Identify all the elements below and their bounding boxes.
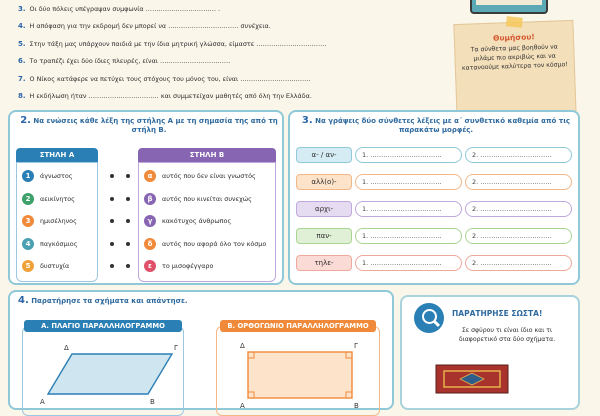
parallelogram-shape (48, 354, 172, 394)
column-a-header: ΣΤΗΛΗ Α (16, 148, 98, 162)
match-dot[interactable] (110, 174, 114, 178)
exercise-line (18, 53, 438, 71)
oblique-parallelogram-title: Α. ΠΛΑΓΙΟ ΠΑΡΑΛΛΗΛΟΓΡΑΜΜΟ (24, 320, 182, 332)
carpet-illustration (432, 357, 512, 397)
book-illustration (470, 0, 548, 14)
vertex-label: Β (150, 398, 155, 406)
item-word: δυστυχία (40, 262, 70, 270)
item-word: άγνωστος (40, 172, 73, 180)
item-badge: 2 (22, 193, 34, 205)
item-word: αεικίνητος (40, 194, 75, 203)
item-meaning: αυτός που αφορά όλο τον κόσμο (162, 239, 267, 248)
item-badge: 5 (22, 260, 34, 272)
prefix-label: αρχι- (296, 201, 352, 217)
vertex-label: Γ (174, 344, 178, 352)
line-number: 4. (18, 22, 26, 31)
exercise-number: 2. (20, 115, 31, 126)
line-text: Στην τάξη μας υπάρχουν παιδιά με την ίδια μητρική γλώσσα, είμαστε …………………………… (29, 39, 327, 48)
answer-field-1[interactable]: 1. …………………………… (355, 201, 462, 217)
exercise-4-panel (8, 290, 394, 410)
answer-field-2[interactable]: 2. …………………………… (465, 147, 572, 163)
prefix-label: αλλ(ο)- (296, 174, 352, 190)
exercise-line (18, 35, 438, 53)
item-badge: 3 (22, 215, 34, 227)
rectangle-shape (248, 352, 352, 398)
answer-field-2[interactable]: 2. …………………………… (465, 174, 572, 190)
line-text: Το τραπέζι έχει δύο ίδιες πλευρές, είναι …………………………… (29, 57, 231, 66)
rectangle-parallelogram-title: Β. ΟΡΘΟΓΩΝΙΟ ΠΑΡΑΛΛΗΛΟΓΡΑΜΜΟ (220, 320, 376, 332)
vertex-label: Γ (354, 342, 358, 350)
exercise-title-text: Να γράψεις δύο σύνθετες λέξεις με α΄ συνθετικό καθεμία από τις παρακάτω μορφές. (315, 117, 571, 134)
column-a-item (22, 191, 102, 207)
column-b-header: ΣΤΗΛΗ Β (138, 148, 276, 162)
prefix-label: τηλε- (296, 255, 352, 271)
observe-title: ΠΑΡΑΤΗΡΗΣΕ ΣΩΣΤΑ! (452, 309, 570, 323)
line-number: 7. (18, 74, 26, 83)
column-b-item (144, 213, 278, 229)
item-meaning: αυτός που κινείται συνεχώς (162, 194, 252, 203)
column-a-item (22, 258, 102, 274)
exercise-number: 4. (18, 295, 29, 306)
exercise-line (18, 70, 438, 88)
item-badge: 4 (22, 238, 34, 250)
item-badge: α (144, 170, 156, 182)
answer-field-2[interactable]: 2. …………………………… (465, 201, 572, 217)
column-b-item (144, 236, 278, 252)
item-word: ημισέληνος (40, 217, 77, 225)
item-meaning: κακότυχος άνθρωπος (162, 217, 232, 225)
prefix-row (296, 200, 572, 218)
answer-field-1[interactable]: 1. …………………………… (355, 228, 462, 244)
column-b-item (144, 168, 278, 184)
prefix-row (296, 227, 572, 245)
item-badge: γ (144, 215, 156, 227)
vertex-label: Α (40, 398, 45, 406)
line-text: Η εκδήλωση ήταν …………………………… και συμμετείχαν μαθητές από όλη την Ελλάδα. (29, 92, 312, 101)
prefix-label: α- / αν- (296, 147, 352, 163)
note-title: Θυμήσου! (492, 32, 535, 43)
match-dot[interactable] (126, 264, 130, 268)
line-number: 5. (18, 39, 26, 48)
exercise-3-panel (288, 110, 580, 285)
exercise-4-title (18, 296, 188, 306)
line-number: 6. (18, 57, 26, 66)
match-dot[interactable] (110, 264, 114, 268)
answer-field-1[interactable]: 1. …………………………… (355, 147, 462, 163)
match-dot[interactable] (126, 174, 130, 178)
answer-field-1[interactable]: 1. …………………………… (355, 255, 462, 271)
item-meaning: αυτός που δεν είναι γνωστός (162, 172, 256, 180)
exercise-line (18, 0, 438, 18)
prefix-label: παν- (296, 228, 352, 244)
column-a-item (22, 236, 102, 252)
line-text: Η απόφαση για την εκδρομή δεν μπορεί να …………………………… συνέχεια. (29, 22, 271, 31)
column-a-item (22, 168, 102, 184)
item-badge: δ (144, 238, 156, 250)
match-dot[interactable] (126, 242, 130, 246)
rectangle-figure (216, 326, 386, 416)
exercise-2-title (18, 116, 280, 135)
line-number: 8. (18, 92, 26, 101)
match-dot[interactable] (110, 242, 114, 246)
match-dot[interactable] (110, 197, 114, 201)
column-b-item (144, 191, 278, 207)
match-dot[interactable] (126, 197, 130, 201)
prefix-row (296, 254, 572, 272)
magnifier-icon (414, 303, 444, 333)
line-text: Ο Νίκος κατάφερε να πετύχει τους στόχους του μόνος του, είναι …………………………… (29, 74, 311, 83)
exercise-number: 3. (301, 115, 313, 126)
item-badge: β (144, 193, 156, 205)
item-word: παγκόσμιος (40, 239, 78, 248)
observe-text: Σε σφύρου τι είναι ίδιο και τι διαφορετικό στα δύο σχήματα. (458, 327, 556, 343)
line-text: Οι δύο πόλεις υπέγραψαν συμφωνία …………………………… . (29, 4, 221, 13)
exercise-line (18, 18, 438, 36)
item-meaning: το μισοφέγγαρο (162, 262, 214, 270)
note-body: Τα σύνθετα μας βοηθούν να μιλάμε πιο ακριβώς και να κατανοούμε καλύτερα τον κόσμο! (461, 43, 568, 72)
exercise-3-title (298, 116, 574, 135)
prefix-row (296, 173, 572, 191)
line-number: 3. (18, 4, 26, 13)
column-a-item (22, 213, 102, 229)
exercise-title-text: Να ενώσεις κάθε λέξη της στήλης Α με τη σημασία της από τη στήλη Β. (33, 117, 278, 134)
item-badge: 1 (22, 170, 34, 182)
match-dot[interactable] (126, 219, 130, 223)
exercise-2-panel (8, 110, 284, 285)
tape-decoration (506, 16, 523, 28)
match-dot[interactable] (110, 219, 114, 223)
oblique-parallelogram-figure (22, 326, 192, 416)
answer-field-2[interactable]: 2. …………………………… (465, 255, 572, 271)
item-badge: ε (144, 260, 156, 272)
vertex-label: Δ (64, 344, 69, 352)
remember-note (453, 20, 576, 120)
prefix-row (296, 146, 572, 164)
exercise-line (18, 88, 438, 106)
exercise-title-text: Παρατήρησε τα σχήματα και απάντησε. (31, 297, 188, 305)
vertex-label: Α (240, 402, 245, 410)
observe-panel (400, 295, 580, 410)
vertex-label: Β (354, 402, 359, 410)
answer-field-1[interactable]: 1. …………………………… (355, 174, 462, 190)
answer-field-2[interactable]: 2. …………………………… (465, 228, 572, 244)
column-b-item (144, 258, 278, 274)
exercise-1-lines (18, 0, 438, 105)
vertex-label: Δ (240, 342, 245, 350)
